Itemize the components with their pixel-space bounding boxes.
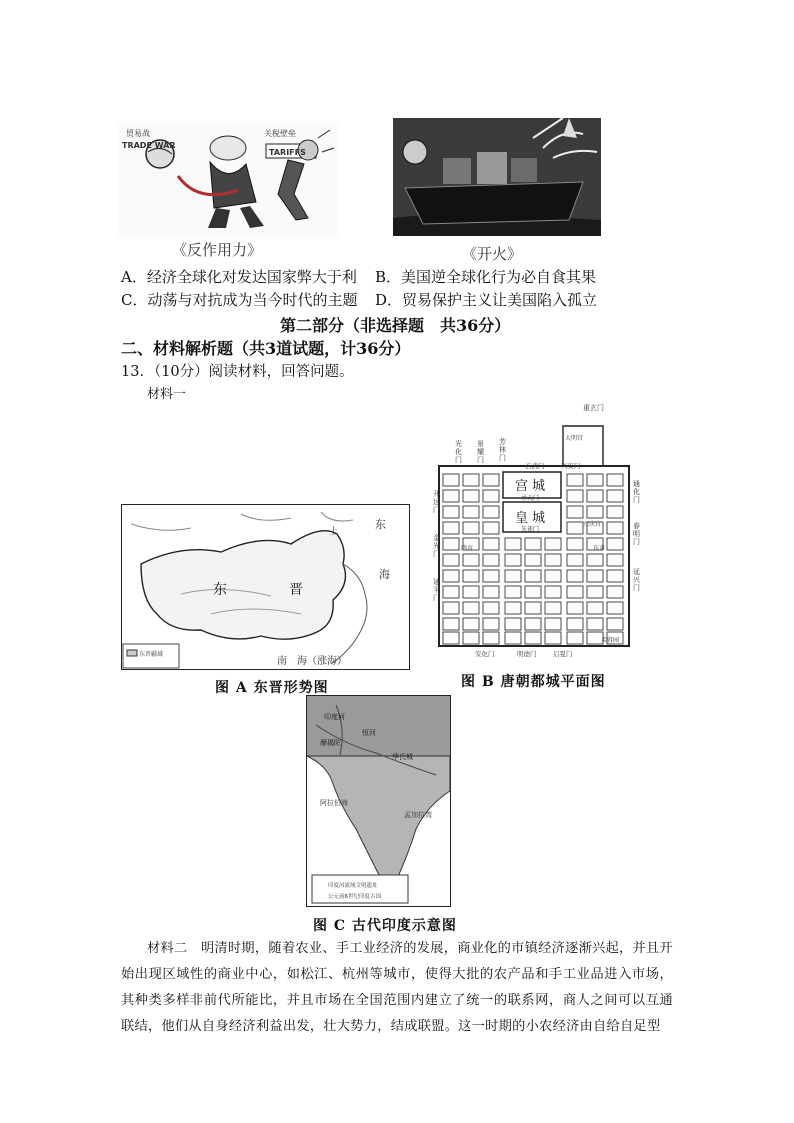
- map-c-legend-1: 印度河流域文明遗址: [328, 883, 378, 889]
- material2-paragraph: 材料二 明清时期，随着农业、手工业经济的发展，商业化的市镇经济逐渐兴起，并且开始出现区域性的商业中心，如松江、杭州等城市，使得大批的农产品和手工业品进入市场，其种类多样非前代所能比，并且市场在全国范围内建立了统一的联系网，商人之间可以互通联结，他们从自身经济利益出发，壮大势力，结成联盟。这一时期的小农经济由自给自足型: [121, 941, 674, 1034]
- ward-block: [587, 474, 603, 486]
- option-c: C．动荡与对抗成为当今时代的主题: [121, 291, 358, 309]
- map-b-gate-xingan: 兴安门: [561, 462, 581, 470]
- ward-block: [587, 618, 603, 630]
- ward-block: [443, 490, 459, 502]
- ward-block: [587, 586, 603, 598]
- ward-block: [463, 490, 479, 502]
- option-d: D．贸易保护主义让美国陷入孤立: [375, 291, 598, 309]
- map-b-imperial: 皇 城: [515, 511, 546, 526]
- map-b-park: 芙蓉园: [601, 637, 620, 644]
- ward-block: [505, 570, 521, 582]
- map-b-gate-chengtian: 承天门: [521, 495, 540, 502]
- ward-block: [483, 586, 499, 598]
- map-c-caption: 图 C 古代印度示意图: [313, 918, 457, 934]
- ward-block: [483, 506, 499, 518]
- map-c-legend-2: 公元前6世纪印度古国: [328, 894, 381, 900]
- map-c-label-indus: 印度河: [324, 713, 345, 721]
- ward-block: [607, 602, 623, 614]
- map-b-gate-qixia: 启夏门: [553, 650, 573, 658]
- ward-block: [607, 538, 623, 550]
- ward-block: [443, 474, 459, 486]
- map-b-gate-mingde: 明德门: [517, 650, 537, 658]
- cartoon-tag-trade: 贸易战: [126, 129, 150, 138]
- ward-block: [607, 570, 623, 582]
- map-c-label-ganges: 恒河: [362, 729, 376, 737]
- ward-block: [525, 602, 541, 614]
- ward-block: [607, 554, 623, 566]
- map-b-gate-zhuque: 朱雀门: [521, 526, 540, 533]
- map-b-caption: 图 B 唐朝都城平面图: [461, 674, 606, 690]
- map-b-gate-yanping: 延平门: [433, 578, 440, 602]
- ward-block: [567, 506, 583, 518]
- ward-block: [463, 618, 479, 630]
- ward-block: [587, 570, 603, 582]
- ward-block: [443, 538, 459, 550]
- ward-block: [587, 554, 603, 566]
- ward-block: [483, 570, 499, 582]
- map-b-west-market: 西市: [461, 545, 474, 552]
- ward-block: [505, 602, 521, 614]
- ward-block: [567, 618, 583, 630]
- map-b-east-market: 东市: [593, 545, 606, 552]
- ward-block: [483, 618, 499, 630]
- map-c-label-bay-bengal: 孟加拉湾: [404, 811, 432, 819]
- ward-block: [463, 570, 479, 582]
- ward-block: [525, 570, 541, 582]
- ward-block: [443, 586, 459, 598]
- cartoon-reaction-force: [118, 124, 338, 236]
- option-b: B．美国逆全球化行为必自食其果: [375, 268, 597, 286]
- ward-block: [567, 522, 583, 534]
- ward-block: [463, 632, 479, 644]
- map-a-label-sea: 海: [379, 568, 390, 581]
- map-b-tang-capital: [433, 404, 643, 664]
- map-b-gate-chongxuan: 重玄门: [583, 404, 604, 412]
- map-a-label-east: 东: [213, 582, 227, 598]
- ward-block: [567, 554, 583, 566]
- map-b-gate-anhua: 安化门: [475, 650, 495, 658]
- ward-block: [505, 586, 521, 598]
- ward-block: [463, 554, 479, 566]
- ward-block: [567, 538, 583, 550]
- section-title: 二、材料解析题（共3道试题，计36分）: [121, 339, 411, 358]
- ward-block: [443, 522, 459, 534]
- part2-title: 第二部分（非选择题 共36分）: [280, 316, 511, 335]
- map-a-legend: 东晋疆域: [139, 651, 164, 658]
- ward-block: [443, 618, 459, 630]
- ward-block: [607, 586, 623, 598]
- ward-block: [607, 618, 623, 630]
- ward-block: [525, 618, 541, 630]
- ward-block: [545, 618, 561, 630]
- ward-block: [587, 506, 603, 518]
- ward-block: [443, 570, 459, 582]
- ward-block: [443, 602, 459, 614]
- map-b-gate-jingyao: 景耀门: [477, 440, 484, 464]
- ward-block: [545, 554, 561, 566]
- ward-block: [525, 632, 541, 644]
- map-b-palace: 宫 城: [515, 479, 546, 494]
- map-b-gate-tonghua: 通化门: [633, 480, 640, 504]
- ward-block: [567, 490, 583, 502]
- cartoon-caption-left: 《反作用力》: [172, 241, 263, 259]
- ward-block: [483, 602, 499, 614]
- map-b-daming: 大明宫: [565, 435, 584, 442]
- ward-block: [545, 538, 561, 550]
- ward-block: [483, 474, 499, 486]
- ward-block: [463, 522, 479, 534]
- map-a-east-jin: [121, 504, 410, 670]
- ward-block: [545, 586, 561, 598]
- ward-block: [567, 570, 583, 582]
- ward-block: [463, 506, 479, 518]
- map-b-xingqing: 兴庆宫: [583, 521, 602, 528]
- cartoon-tag-trade-war: TRADE WAR: [122, 141, 176, 150]
- cartoon-tag-tariffs: TARIFFS: [269, 148, 306, 157]
- ward-block: [567, 586, 583, 598]
- ward-block: [545, 632, 561, 644]
- ward-block: [587, 602, 603, 614]
- ward-block: [443, 506, 459, 518]
- map-a-label-jin: 晋: [289, 582, 303, 598]
- map-a-label-south-sea: 南 海（涨海）: [277, 656, 347, 667]
- map-b-gate-jinguang: 金光门: [433, 534, 440, 558]
- ward-block: [567, 474, 583, 486]
- cartoon-caption-right: 《开火》: [462, 245, 523, 263]
- ward-block: [525, 586, 541, 598]
- ward-block: [607, 490, 623, 502]
- ward-block: [463, 586, 479, 598]
- ward-block: [505, 554, 521, 566]
- map-b-gate-yanxing: 延兴门: [633, 568, 640, 592]
- ward-block: [567, 602, 583, 614]
- ward-block: [505, 618, 521, 630]
- map-c-label-arabian-sea: 阿拉伯海: [320, 799, 348, 807]
- map-a-label-east-sea: 东: [375, 518, 386, 531]
- ward-block: [525, 538, 541, 550]
- ward-block: [463, 602, 479, 614]
- question-13: 13．（10分）阅读材料，回答问题。: [121, 364, 354, 380]
- ward-block: [587, 490, 603, 502]
- option-a: A．经济全球化对发达国家弊大于利: [121, 268, 357, 286]
- ward-block: [607, 506, 623, 518]
- ward-block: [483, 490, 499, 502]
- ward-block: [483, 538, 499, 550]
- map-a-caption: 图 A 东晋形势图: [215, 680, 329, 696]
- ward-block: [567, 632, 583, 644]
- map-c-ancient-india: [306, 695, 451, 907]
- ward-block: [545, 602, 561, 614]
- ward-block: [443, 632, 459, 644]
- map-c-label-city1: 摩揭陀: [320, 739, 341, 747]
- map-a-label-city: 上: [329, 527, 339, 537]
- cartoon-tag-tariff: 关税壁垒: [264, 129, 296, 138]
- ward-block: [443, 554, 459, 566]
- map-b-gate-fanglin: 芳林门: [499, 438, 506, 462]
- map-b-gate-chunming: 春明门: [633, 522, 640, 546]
- cartoon-open-fire: [393, 118, 601, 236]
- ward-block: [483, 522, 499, 534]
- ward-block: [483, 554, 499, 566]
- ward-block: [505, 632, 521, 644]
- map-b-gate-xuanwu: 玄武门: [525, 462, 545, 470]
- map-c-label-city2: 华氏城: [392, 753, 413, 761]
- ward-block: [545, 570, 561, 582]
- ward-block: [483, 632, 499, 644]
- ward-block: [525, 554, 541, 566]
- ward-block: [505, 538, 521, 550]
- map-b-gate-guanghua: 光化门: [455, 440, 462, 464]
- material1-label: 材料一: [147, 387, 187, 402]
- ward-block: [463, 474, 479, 486]
- ward-block: [607, 522, 623, 534]
- ward-block: [607, 474, 623, 486]
- map-b-gate-kaiyuan: 开远门: [433, 490, 440, 514]
